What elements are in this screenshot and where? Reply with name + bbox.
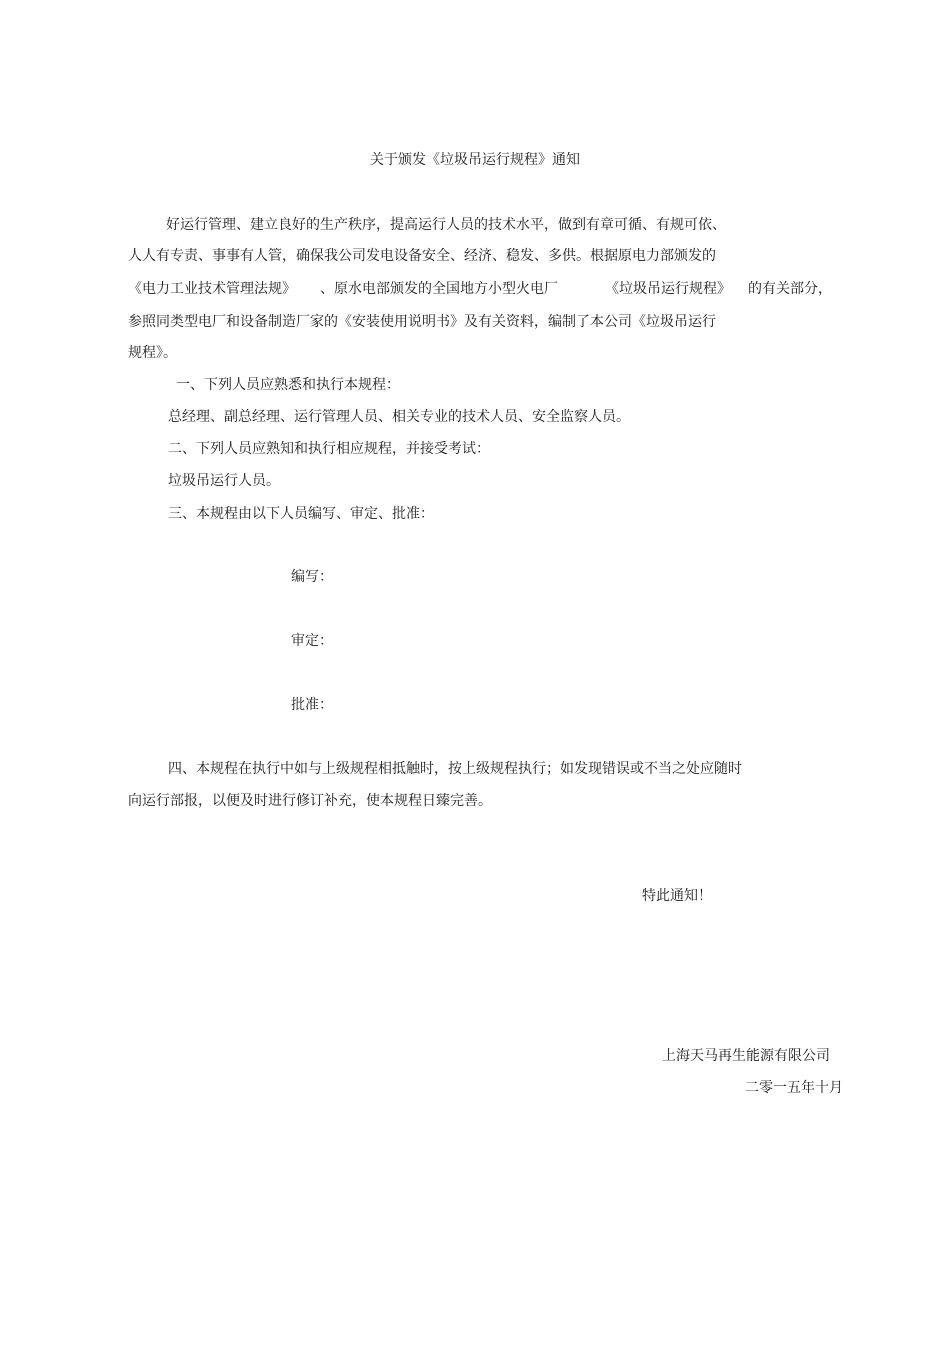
signature-write-label: 编写： — [291, 569, 333, 585]
intro-line-3-part-2: 、原水电部颁发的全国地方小型火电厂 — [320, 281, 558, 297]
intro-line-2: 人人有专责、事事有人管，确保我公司发电设备安全、经济、稳发、多供。根据原电力部颁发的 — [128, 248, 716, 264]
signature-approve-label: 批准： — [291, 697, 333, 713]
item-2-body: 垃圾吊运行人员。 — [168, 473, 280, 489]
item-1-heading: 一、下列人员应熟悉和执行本规程： — [176, 377, 400, 393]
intro-line-3-part-1: 《电力工业技术管理法规》 — [128, 281, 296, 297]
signature-review-label: 审定： — [291, 633, 333, 649]
issue-date: 二零一五年十月 — [745, 1080, 843, 1096]
intro-line-3-part-4: 的有关部分， — [748, 281, 832, 297]
closing-notice: 特此通知！ — [642, 888, 712, 904]
item-1-body: 总经理、副总经理、运行管理人员、相关专业的技术人员、安全监察人员。 — [168, 409, 630, 425]
item-2-heading: 二、下列人员应熟知和执行相应规程，并接受考试： — [168, 441, 490, 457]
document-title: 关于颁发《垃圾吊运行规程》通知 — [370, 152, 580, 168]
item-4-line-1: 四、本规程在执行中如与上级规程相抵触时，按上级规程执行；如发现错误或不当之处应随时 — [168, 761, 742, 777]
issuing-company: 上海天马再生能源有限公司 — [662, 1048, 830, 1064]
intro-line-4: 参照同类型电厂和设备制造厂家的《安装使用说明书》及有关资料，编制了本公司《垃圾吊运行 — [128, 314, 716, 330]
item-4-line-2: 向运行部报，以便及时进行修订补充，使本规程日臻完善。 — [128, 793, 492, 809]
intro-line-3-part-3: 《垃圾吊运行规程》 — [605, 281, 731, 297]
intro-line-5: 规程》。 — [128, 345, 177, 361]
intro-line-1: 好运行管理、建立良好的生产秩序，提高运行人员的技术水平，做到有章可循、有规可依、 — [166, 217, 726, 233]
item-3-heading: 三、本规程由以下人员编写、审定、批准： — [168, 506, 434, 522]
